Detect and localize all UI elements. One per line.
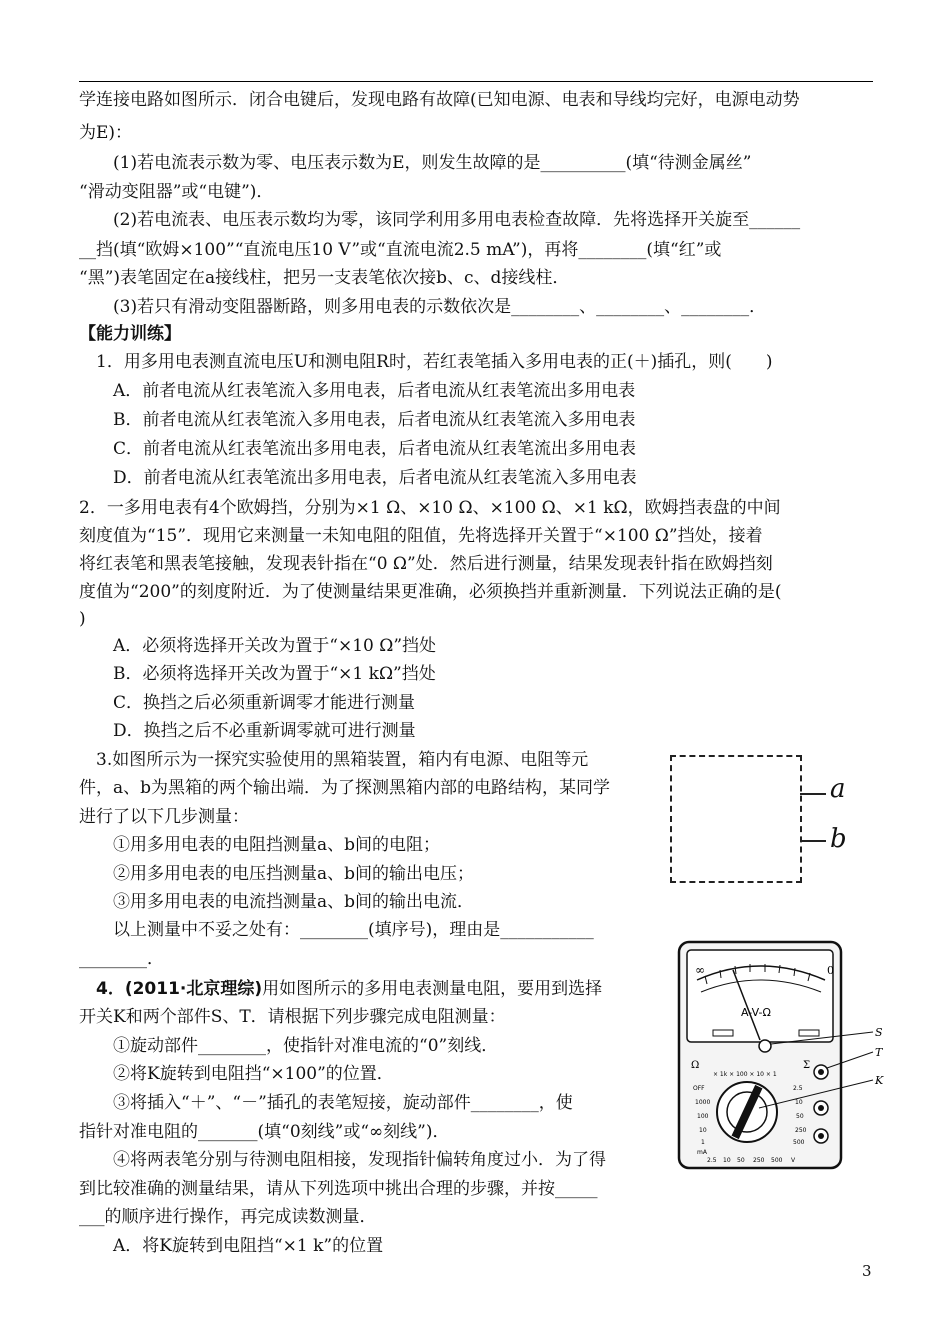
multimeter-illustration <box>675 940 885 1172</box>
text-line: 为E)： <box>79 123 133 143</box>
svg-text:500: 500 <box>771 1157 783 1164</box>
svg-text:50: 50 <box>737 1157 745 1164</box>
text-line: 学连接电路如图所示．闭合电键后，发现电路有故障(已知电源、电表和导线均完好，电源电动势 <box>79 90 800 110</box>
terminal-a-lead <box>800 793 826 795</box>
svg-text:500: 500 <box>793 1139 805 1146</box>
text-line: __挡(填“欧姆×100”“直流电压10 V”或“直流电流2.5 mA”)，再将________(填“红”或 <box>79 240 722 260</box>
svg-text:250: 250 <box>795 1127 807 1134</box>
scale-right-label: 0 <box>827 964 834 977</box>
section-heading: 【能力训练】 <box>79 324 181 344</box>
text-line: 到比较准确的测量结果，请从下列选项中挑出合理的步骤，并按_____ <box>79 1179 598 1199</box>
question-4-text: 用如图所示的多用电表测量电阻，要用到选择 <box>262 979 603 999</box>
range-row: × 1k × 100 × 10 × 1 <box>713 1071 777 1078</box>
svg-text:1000: 1000 <box>695 1099 711 1106</box>
svg-text:100: 100 <box>697 1113 709 1120</box>
text-line: “滑动变阻器”或“电键”)． <box>79 182 274 202</box>
text-line: ②将K旋转到电阻挡“×100”的位置． <box>79 1064 394 1084</box>
label-s: S <box>875 1026 883 1039</box>
text-line: 开关K和两个部件S、T．请根据下列步骤完成电阻测量： <box>79 1007 506 1027</box>
question-4 <box>79 977 602 1001</box>
label-k: K <box>875 1074 884 1087</box>
terminal-b-label: b <box>830 824 847 854</box>
svg-text:mA: mA <box>697 1149 707 1156</box>
header-rule <box>79 81 873 82</box>
zero-adjust-slot <box>799 1030 819 1036</box>
svg-text:OFF: OFF <box>693 1085 705 1092</box>
text-line: ________． <box>79 949 164 969</box>
terminal-b-lead <box>800 840 826 842</box>
text-line: 将红表笔和黑表笔接触，发现表针指在“0 Ω”处．然后进行测量，结果发现表针指在欧姆挡刻 <box>79 554 773 574</box>
svg-text:V: V <box>791 1157 796 1164</box>
part-t-knob-center <box>818 1069 824 1075</box>
omega-symbol: Ω <box>691 1060 700 1071</box>
question-1: 1．用多用电表测直流电压U和测电阻R时，若红表笔插入多用电表的正(＋)插孔，则( ) <box>79 352 773 372</box>
option-a: A．必须将选择开关改为置于“×10 Ω”挡处 <box>79 636 437 656</box>
scale-left-label: ∞ <box>695 963 705 977</box>
text-line: (3)若只有滑动变阻器断路，则多用电表的示数依次是________、________、________． <box>79 297 767 317</box>
option-d: D．前者电流从红表笔流出多用电表，后者电流从红表笔流入多用电表 <box>79 468 637 488</box>
option-c: C．前者电流从红表笔流出多用电表，后者电流从红表笔流出多用电表 <box>79 439 637 459</box>
text-line: 刻度值为“15”．现用它来测量一未知电阻的阻值，先将选择开关置于“×100 Ω”挡处，接着 <box>79 526 763 546</box>
plus-jack-center <box>818 1105 824 1111</box>
svg-text:2.5: 2.5 <box>793 1085 803 1092</box>
text-line: 度值为“200”的刻度附近．为了使测量结果更准确，必须换挡并重新测量．下列说法正确的是( <box>79 582 782 602</box>
text-line: ③用多用电表的电流挡测量a、b间的输出电流． <box>79 892 475 912</box>
text-line: (1)若电流表示数为零、电压表示数为E，则发生故障的是__________(填“待测金属丝” <box>79 153 752 173</box>
text-line: 指针对准电阻的_______(填“0刻线”或“∞刻线”)． <box>79 1122 450 1142</box>
label-t: T <box>875 1046 883 1059</box>
terminal-a-label: a <box>830 774 846 804</box>
text-line: 以上测量中不妥之处有：________(填序号)，理由是___________ <box>79 920 594 940</box>
part-s-screw <box>759 1040 771 1052</box>
text-line: ④将两表笔分别与待测电阻相接，发现指针偏转角度过小．为了得 <box>79 1150 606 1170</box>
svg-text:2.5: 2.5 <box>707 1157 717 1164</box>
svg-text:250: 250 <box>753 1157 765 1164</box>
svg-text:10: 10 <box>795 1099 803 1106</box>
option-a: A．将K旋转到电阻挡“×1 k”的位置 <box>79 1236 384 1256</box>
minus-jack-center <box>818 1133 824 1139</box>
question-3: 3.如图所示为一探究实验使用的黑箱装置，箱内有电源、电阻等元 <box>79 750 589 770</box>
svg-text:1: 1 <box>701 1139 705 1146</box>
svg-text:50: 50 <box>796 1113 804 1120</box>
text-line: (2)若电流表、电压表示数均为零，该同学利用多用电表检查故障．先将选择开关旋至______ <box>79 210 801 230</box>
sigma-symbol: Σ <box>803 1060 811 1071</box>
text-line: ①用多用电表的电阻挡测量a、b间的电阻； <box>79 835 441 855</box>
question-4-source: 4．(2011·北京理综) <box>79 979 263 999</box>
dial-label: A-V-Ω <box>741 1006 771 1019</box>
text-line: ) <box>79 609 86 629</box>
question-2: 2．一多用电表有4个欧姆挡，分别为×1 Ω、×10 Ω、×100 Ω、×1 kΩ，欧姆挡表盘的中间 <box>79 498 781 518</box>
option-b: B．必须将选择开关改为置于“×1 kΩ”挡处 <box>79 664 436 684</box>
option-a: A．前者电流从红表笔流入多用电表，后者电流从红表笔流出多用电表 <box>79 381 636 401</box>
black-box-diagram <box>670 755 802 883</box>
option-c: C．换挡之后必须重新调零才能进行测量 <box>79 693 416 713</box>
zero-adjust-slot <box>713 1030 733 1036</box>
svg-text:10: 10 <box>699 1127 707 1134</box>
text-line: ①旋动部件________，使指针对准电流的“0”刻线． <box>79 1036 499 1056</box>
svg-text:10: 10 <box>723 1157 731 1164</box>
text-line: 进行了以下几步测量： <box>79 807 249 827</box>
text-line: ②用多用电表的电压挡测量a、b间的输出电压； <box>79 864 475 884</box>
text-line: “黑”)表笔固定在a接线柱，把另一支表笔依次接b、c、d接线柱． <box>79 268 570 288</box>
text-line: 件，a、b为黑箱的两个输出端．为了探测黑箱内部的电路结构，某同学 <box>79 778 611 798</box>
meter-face <box>687 950 833 1042</box>
page-number: 3 <box>862 1262 872 1280</box>
text-line: ③将插入“＋”、“－”插孔的表笔短接，旋动部件________，使 <box>79 1093 573 1113</box>
option-d: D．换挡之后不必重新调零就可进行测量 <box>79 721 416 741</box>
text-line: ___的顺序进行操作，再完成读数测量． <box>79 1207 377 1227</box>
option-b: B．前者电流从红表笔流入多用电表，后者电流从红表笔流入多用电表 <box>79 410 636 430</box>
